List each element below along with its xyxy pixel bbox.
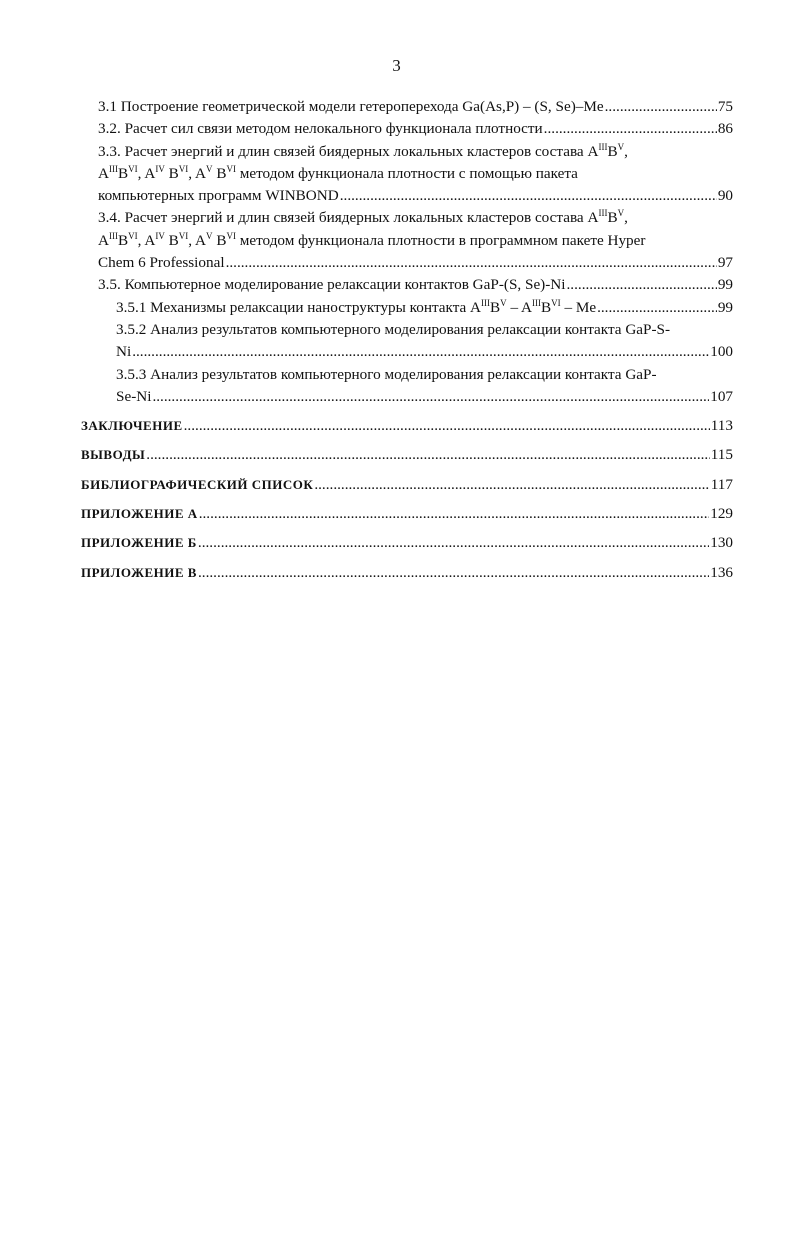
toc-section-title: ПРИЛОЖЕНИЕ А [81, 506, 198, 522]
toc-entry-title-line: 3.5.2 Анализ результатов компьютерного моделирования релаксации контакта GaP-S- [116, 320, 671, 338]
toc-entry-title: компьютерных программ WINBOND [98, 187, 339, 205]
toc-section-bibliography[interactable] [81, 474, 733, 496]
dot-leader [146, 444, 710, 466]
toc-entry-title-line: $A^{III}B^{VI}$, $A^{IV}$ $B^{VI}$, $A^V$ $B^{VI}$ методом функционала плотности в программном пакете Hyper [98, 230, 646, 249]
toc-entry-3-5-1[interactable] [116, 297, 733, 319]
toc-section-title: ПРИЛОЖЕНИЕ В [81, 564, 197, 580]
toc-section-title: БИБЛИОГРАФИЧЕСКИЙ СПИСОК [81, 476, 314, 492]
toc-section-title: ПРИЛОЖЕНИЕ Б [81, 535, 197, 551]
toc-entry-page: 99 [717, 298, 733, 316]
dot-leader [226, 252, 717, 274]
toc-entry-title-line: 3.5.3 Анализ результатов компьютерного моделирования релаксации контакта GaP- [116, 365, 657, 383]
dot-leader [199, 503, 710, 525]
dot-leader [605, 96, 717, 118]
toc-entry-title: Ni [116, 343, 132, 361]
dot-leader [184, 415, 710, 437]
toc-entry-3-3[interactable] [98, 141, 733, 208]
dot-leader [340, 185, 717, 207]
toc-entry-3-5-2[interactable] [116, 319, 733, 364]
toc-section-findings[interactable] [81, 444, 733, 466]
toc-section-page: 129 [710, 505, 733, 523]
toc-section-appendix-b[interactable] [81, 532, 733, 554]
toc-entry-3-4[interactable] [98, 207, 733, 274]
toc-entry-title-line: 3.3. Расчет энергий и длин связей биядерных локальных кластеров состава $A^{III}B^V$, [98, 141, 628, 160]
toc-section-conclusion[interactable] [81, 415, 733, 437]
toc-section-title: ЗАКЛЮЧЕНИЕ [81, 418, 183, 434]
dot-leader [132, 341, 709, 363]
toc-section-page: 115 [710, 446, 733, 464]
table-of-contents [81, 96, 733, 584]
dot-leader [198, 562, 709, 584]
toc-entry-3-5[interactable] [98, 274, 733, 296]
toc-entry-title: 3.5. Компьютерное моделирование релаксации контактов GaP-(S, Se)-Ni [98, 276, 566, 294]
toc-entry-page: 97 [717, 254, 733, 272]
dot-leader [567, 274, 717, 296]
toc-entry-3-5-3[interactable] [116, 364, 733, 409]
toc-entry-page: 75 [717, 98, 733, 115]
toc-entry-3-2[interactable] [98, 118, 733, 140]
toc-entry-page: 86 [717, 120, 733, 138]
dot-leader [544, 118, 717, 140]
toc-section-appendix-v[interactable] [81, 562, 733, 584]
dot-leader [314, 474, 709, 496]
dot-leader [597, 297, 717, 319]
dot-leader [152, 386, 709, 408]
toc-entry-title: Chem 6 Professional [98, 254, 225, 272]
toc-entry-title: 3.2. Расчет сил связи методом нелокального функционала плотности [98, 120, 543, 138]
toc-entry-page: 107 [710, 387, 733, 405]
toc-entry-title-line: $A^{III}B^{VI}$, $A^{IV}$ $B^{VI}$, $A^V$ $B^{VI}$ методом функционала плотности с помощью пакета [98, 163, 578, 182]
toc-section-title: ВЫВОДЫ [81, 447, 146, 463]
toc-entry-3-1[interactable] [98, 96, 733, 118]
toc-entry-title: Se-Ni [116, 387, 152, 405]
toc-entry-title: 3.1 Построение геометрической модели гетероперехода Ga(As,P) – (S, Se)–Me [98, 98, 604, 115]
toc-section-page: 113 [710, 417, 733, 435]
toc-entry-page: 90 [717, 187, 733, 205]
dot-leader [198, 532, 709, 554]
page-number: 3 [392, 56, 401, 75]
toc-section-page: 117 [710, 475, 733, 493]
toc-entry-title-line: 3.4. Расчет энергий и длин связей биядерных локальных кластеров состава $A^{III}B^V$, [98, 208, 628, 227]
toc-section-page: 130 [710, 534, 733, 552]
toc-entry-page: 99 [717, 276, 733, 294]
toc-section-page: 136 [710, 563, 733, 581]
toc-section-appendix-a[interactable] [81, 503, 733, 525]
toc-entry-page: 100 [710, 343, 733, 361]
toc-entry-title: 3.5.1 Механизмы релаксации наноструктуры контакта $A^{III}B^V - A^{III}B^{VI}$ – Me [116, 297, 597, 316]
